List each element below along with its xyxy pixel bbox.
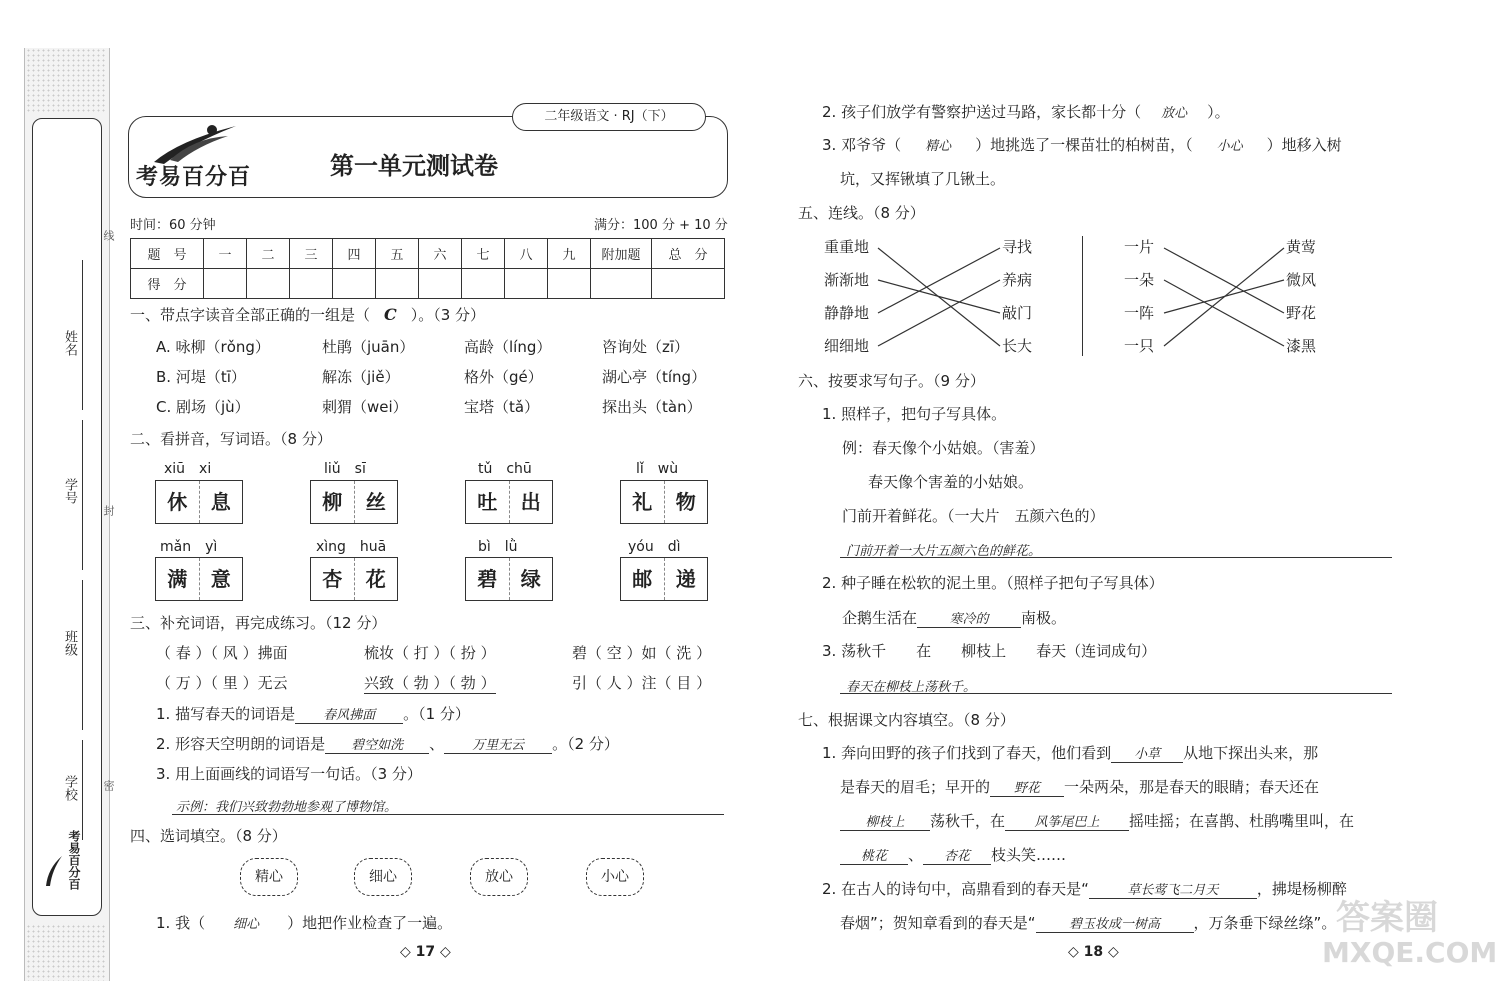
s7-answer: 风筝尾巴上 (1005, 811, 1129, 831)
score-cell (376, 269, 419, 299)
s3-idiom: （ 春 ）（ 风 ）拂面 (156, 644, 288, 662)
s7-line-3 (840, 810, 1354, 831)
answer-char: 邮 (632, 567, 653, 591)
s6-q2: 2. 种子睡在松软的泥土里。（照样子把句子写具体） (822, 574, 1164, 592)
score-cell (333, 269, 376, 299)
answer-char: 出 (509, 481, 553, 523)
match-right-word: 养病 (1002, 271, 1033, 289)
s7-text: 、 (908, 846, 924, 864)
s7-answer: 野花 (990, 777, 1064, 797)
score-header-cell: 五 (376, 239, 419, 269)
s3-idiom: （ 万 ）（ 里 ）无云 (156, 674, 288, 692)
exam-time: 时间：60 分钟 (130, 218, 216, 233)
s7-text: 一朵两朵，那是春天的眼睛；春天还在 (1064, 778, 1320, 796)
answer-char: 柳 (322, 490, 343, 514)
score-header-cell: 总 分 (652, 239, 725, 269)
match-right-word: 长大 (1002, 337, 1033, 355)
match-left-word: 细细地 (824, 337, 870, 355)
score-table (130, 238, 725, 299)
student-id-line (82, 420, 83, 570)
answer-char: 息 (199, 481, 243, 523)
s1-question (130, 304, 485, 325)
score-cell (505, 269, 548, 299)
s3-q1-tail: 。（1 分） (403, 705, 470, 723)
answer-char: 杏 (322, 567, 343, 591)
s6-q2-text-b: 南极。 (1021, 609, 1067, 627)
s1-option-b-1: B. 河堤（tī） (156, 368, 246, 386)
s1-option-c-3: 宝塔（tǎ） (464, 398, 540, 416)
page-number-right: ◇ 18 ◇ (1068, 944, 1119, 960)
s3-q3: 3. 用上面画线的词语写一句话。（3 分） (156, 765, 422, 783)
s3-q2: 2. 形容天空明朗的词语是 碧空如洗 、 万里无云 。（2 分） (156, 735, 619, 753)
s1-option-b-4: 湖心亭（tíng） (602, 368, 707, 386)
label-student-id: 学号 (62, 478, 77, 504)
match-right-word: 黄莺 (1286, 238, 1317, 256)
s1-option-c-2: 刺猬（wei） (322, 398, 408, 416)
pinyin-answer-box (155, 557, 243, 601)
strip-pattern-top (26, 48, 106, 114)
score-header-cell: 九 (548, 239, 591, 269)
s7-line-2 (840, 776, 1319, 797)
answer-line (172, 814, 724, 815)
s3-idiom: 引（ 人 ）注（ 目 ） (572, 674, 712, 692)
s4-q3 (822, 134, 1342, 155)
answer-char: 吐 (477, 490, 498, 514)
pinyin-answer-box (620, 480, 708, 524)
score-cell (548, 269, 591, 299)
s3-q2-tail: 。（2 分） (552, 735, 619, 753)
s3-q1-text: 1. 描写春天的词语是 (156, 705, 296, 723)
s6-q1-answer: 门前开着一大片五颜六色的鲜花。 (846, 544, 1042, 559)
score-cell (591, 269, 652, 299)
answer-char: 物 (664, 481, 708, 523)
match-right-word: 野花 (1286, 304, 1317, 322)
s6-q3: 3. 荡秋千 在 柳枝上 春天（连词成句） (822, 642, 1157, 660)
s6-q1-prompt: 门前开着鲜花。（一大片 五颜六色的） (842, 507, 1105, 525)
match-left-word: 静静地 (824, 304, 870, 322)
class-line (82, 580, 83, 730)
score-cell (652, 269, 725, 299)
score-table-header-row (131, 239, 725, 269)
label-school: 学校 (62, 775, 77, 801)
pinyin-answer-box (465, 480, 553, 524)
word-option: 小心 (586, 858, 644, 896)
score-header-cell: 三 (290, 239, 333, 269)
match-left-word: 重重地 (824, 238, 870, 256)
pinyin-label: mǎn yì (160, 539, 218, 555)
s4-q2 (822, 101, 1230, 122)
s6-example-answer: 春天像个害羞的小姑娘。 (868, 473, 1034, 491)
s6-q3-answer: 春天在柳枝上荡秋千。 (846, 680, 977, 695)
score-header-cell: 附加题 (591, 239, 652, 269)
s3-title: 三、补充词语，再完成练习。（12 分） (130, 614, 387, 632)
s4-title: 四、选词填空。（8 分） (130, 827, 287, 845)
s7-line-4 (840, 844, 1066, 865)
s3-idiom: 兴致（ 勃 ）（ 勃 ） (364, 674, 496, 692)
score-cell (462, 269, 505, 299)
s3-q2-text: 2. 形容天空明朗的词语是 (156, 735, 326, 753)
s1-option-a-2: 杜鹃（juān） (322, 338, 415, 356)
pinyin-answer-box (465, 557, 553, 601)
word-option: 精心 (240, 858, 298, 896)
page-number-left: ◇ 17 ◇ (400, 944, 451, 960)
s6-q2-text-a: 企鹅生活在 (842, 609, 918, 627)
grade-tag: 二年级语文 · RJ（下） (512, 103, 706, 131)
answer-char: 满 (167, 567, 188, 591)
score-cell (290, 269, 333, 299)
s5-title: 五、连线。（8 分） (798, 204, 925, 222)
page-title: 第一单元测试卷 (330, 152, 498, 180)
score-row-label: 得 分 (131, 269, 204, 299)
s4-q3-continuation: 坑，又挥锹填了几锹土。 (840, 170, 1006, 188)
strip-pattern-bottom (26, 924, 106, 981)
score-header-cell: 四 (333, 239, 376, 269)
pinyin-label: lǐ wù (636, 461, 679, 477)
s4-q1-text: 1. 我（ (156, 914, 206, 932)
s7-text: 1. 奔向田野的孩子们找到了春天，他们看到 (822, 744, 1112, 762)
s3-q2-answer-2: 万里无云 (444, 734, 552, 754)
s7-text: 荡秋千，在 (930, 812, 1006, 830)
school-line (82, 740, 83, 840)
s7-answer: 小草 (1111, 743, 1183, 763)
s6-q1: 1. 照样子，把句子写具体。 (822, 405, 1007, 423)
answer-char: 碧 (477, 567, 498, 591)
s2-title: 二、看拼音，写词语。（8 分） (130, 430, 332, 448)
answer-char: 意 (199, 558, 243, 600)
s1-option-b-2: 解冻（jiě） (322, 368, 400, 386)
pinyin-label: yóu dì (628, 539, 681, 555)
label-class: 班级 (62, 630, 77, 656)
match-left-word: 渐渐地 (824, 271, 870, 289)
s7-text: ，万条垂下绿丝绦”。 (1193, 914, 1337, 932)
s3-q1-answer: 春风拂面 (295, 704, 403, 724)
full-score: 满分：100 分 + 10 分 (594, 218, 728, 233)
answer-char: 花 (354, 558, 398, 600)
s7-text: ，拂堤杨柳醉 (1256, 880, 1347, 898)
name-line (82, 260, 83, 410)
s1-answer: C (384, 305, 397, 324)
s7-line-1 (822, 742, 1318, 763)
word-option: 细心 (354, 858, 412, 896)
s6-q2-answer: 寒冷的 (917, 608, 1021, 628)
match-left-word: 一阵 (1124, 304, 1155, 322)
s4-q2-answer: 放心 (1161, 106, 1188, 121)
s7-text: 摇哇摇；在喜鹊、杜鹃嘴里叫，在 (1129, 812, 1355, 830)
seal-mark-line: 线 (102, 230, 115, 241)
pinyin-label: xìng huā (316, 539, 387, 555)
score-cell (419, 269, 462, 299)
answer-char: 礼 (632, 490, 653, 514)
label-name: 姓名 (62, 330, 77, 356)
s1-option-c-4: 探出头（tàn） (602, 398, 702, 416)
score-header-cell: 一 (204, 239, 247, 269)
answer-char: 绿 (509, 558, 553, 600)
match-left-word: 一片 (1124, 238, 1155, 256)
score-header-cell: 题 号 (131, 239, 204, 269)
matching-lines-a (876, 236, 1002, 356)
score-table-score-row (131, 269, 725, 299)
s4-q2-tail: ）。 (1207, 103, 1230, 121)
match-right-word: 寻找 (1002, 238, 1033, 256)
s7-text: 是春天的眉毛；早开的 (840, 778, 991, 796)
pinyin-answer-box (310, 480, 398, 524)
s7-title: 七、根据课文内容填空。（8 分） (798, 711, 1015, 729)
s6-title: 六、按要求写句子。（9 分） (798, 372, 985, 390)
pinyin-label: liǔ sī (324, 461, 366, 477)
brand-name: 考易百分百 (136, 165, 252, 190)
match-right-word: 微风 (1286, 271, 1317, 289)
s7-answer: 草长莺飞二月天 (1089, 879, 1257, 899)
seal-mark-seal: 封 (102, 505, 115, 516)
s7-answer: 桃花 (840, 845, 908, 865)
s4-q1-tail: ）地把作业检查了一遍。 (287, 914, 453, 932)
s1-option-b-3: 格外（gé） (464, 368, 543, 386)
s1-option-a-1: A. 咏柳（rǒng） (156, 338, 270, 356)
score-header-cell: 八 (505, 239, 548, 269)
s6-example: 例：春天像个小姑娘。（害羞） (842, 439, 1045, 457)
seal-mark-secret: 密 (102, 780, 115, 791)
s4-q3-text-a: 3. 邓爷爷（ (822, 136, 902, 154)
s4-q3-answer-2: 小心 (1216, 139, 1243, 154)
score-header-cell: 七 (462, 239, 505, 269)
s1-option-c-1: C. 剧场（jù） (156, 398, 250, 416)
pinyin-answer-box (620, 557, 708, 601)
answer-char: 丝 (354, 481, 398, 523)
strip-brand: 考易百分百 (67, 830, 81, 890)
word-option: 放心 (470, 858, 528, 896)
s1-option-a-3: 高龄（líng） (464, 338, 552, 356)
s7-text: 从地下探出头来，那 (1183, 744, 1319, 762)
s4-q2-text: 2. 孩子们放学有警察护送过马路，家长都十分（ (822, 103, 1142, 121)
s4-q3-text-c: ）地移入树 (1266, 136, 1342, 154)
s7-answer: 碧玉妆成一树高 (1036, 913, 1194, 933)
answer-char: 休 (167, 490, 188, 514)
match-left-word: 一只 (1124, 337, 1155, 355)
answer-line (840, 557, 1392, 558)
s3-q2-answer-1: 碧空如洗 (325, 734, 429, 754)
strip-logo-icon (42, 850, 66, 894)
s3-idiom: 梳妆（ 打 ）（ 扮 ） (364, 644, 496, 662)
match-left-word: 一朵 (1124, 271, 1155, 289)
matching-lines-b (1162, 236, 1286, 356)
pinyin-label: bì lǜ (478, 539, 518, 555)
s7-answer: 柳枝上 (840, 811, 930, 831)
s7-line-6 (840, 912, 1336, 933)
watermark-url: MXQE.COM (1322, 936, 1498, 969)
match-divider (1082, 236, 1083, 356)
s6-q2-line (842, 607, 1066, 628)
s3-q3-answer: 示例：我们兴致勃勃地参观了博物馆。 (176, 800, 398, 815)
pinyin-answer-box (310, 557, 398, 601)
match-right-word: 漆黑 (1286, 337, 1317, 355)
match-right-word: 敲门 (1002, 304, 1033, 322)
s7-text: 枝头笑…… (991, 846, 1067, 864)
s1-tail: ）。（3 分） (410, 306, 486, 324)
s7-answer: 杏花 (923, 845, 991, 865)
score-header-cell: 二 (247, 239, 290, 269)
s4-q3-text-b: ）地挑选了一棵苗壮的柏树苗，（ (975, 136, 1193, 154)
watermark-logo: 答案圈 (1336, 898, 1438, 938)
score-cell (247, 269, 290, 299)
s7-text: 春烟”；贺知章看到的春天是“ (840, 914, 1036, 932)
pinyin-label: xiū xi (164, 461, 212, 477)
pinyin-label: tǔ chū (478, 461, 532, 477)
s1-title: 一、带点字读音全部正确的一组是（ (130, 306, 371, 324)
score-header-cell: 六 (419, 239, 462, 269)
s3-idiom: 碧（ 空 ）如（ 洗 ） (572, 644, 712, 662)
s4-q1-answer: 细心 (233, 917, 260, 932)
answer-line (840, 693, 1392, 694)
s7-line-5 (822, 878, 1347, 899)
s4-q1 (156, 912, 452, 933)
s1-option-a-4: 咨询处（zī） (602, 338, 690, 356)
s3-q1 (156, 703, 470, 724)
answer-char: 递 (664, 558, 708, 600)
s4-q3-answer-1: 精心 (925, 139, 952, 154)
score-cell (204, 269, 247, 299)
pinyin-answer-box (155, 480, 243, 524)
s7-text: 2. 在古人的诗句中，高鼎看到的春天是“ (822, 880, 1089, 898)
